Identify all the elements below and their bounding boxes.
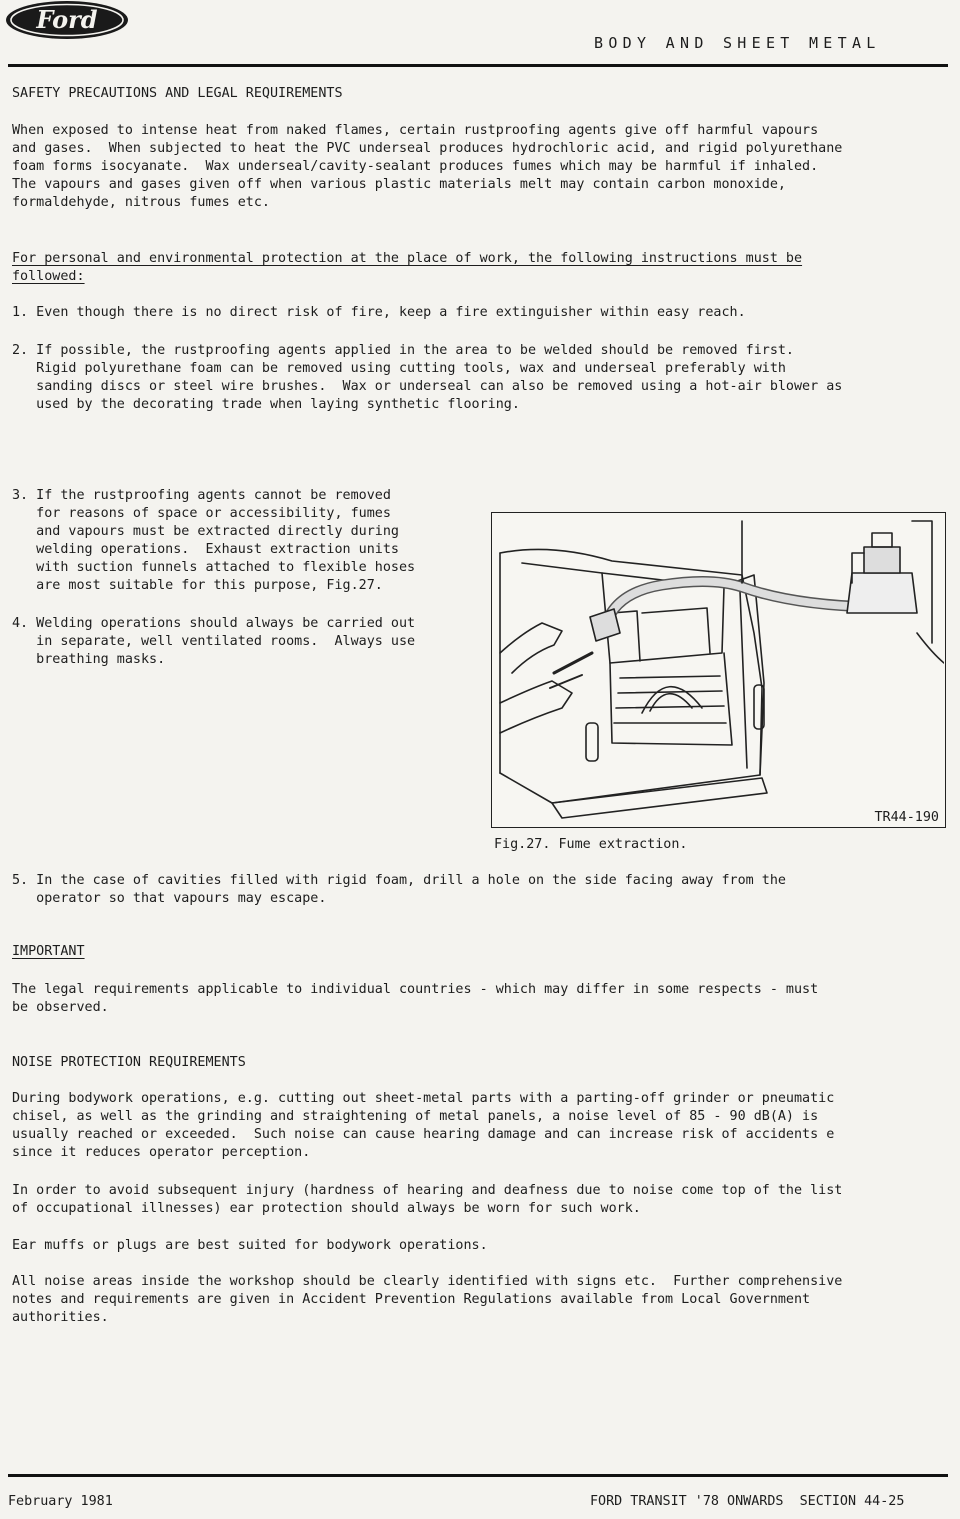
noise-paragraph-2: In order to avoid subsequent injury (hardness of hearing and deafness due to noise come top of the list of occupational illnesses) ear protection should always be worn for such work. [12,1183,843,1216]
ford-logo [4,0,130,42]
instruction-item-4: 4. Welding operations should always be carried out in separate, well ventilated rooms. Always use breathing masks. [12,616,416,667]
noise-paragraph-4: All noise areas inside the workshop should be clearly identified with signs etc. Further comprehensive notes and requirements are given in Accident Prevention Regulations available from Local Government authorities. [12,1274,843,1325]
instruction-item-1: 1. Even though there is no direct risk of fire, keep a fire extinguisher within easy reach. [12,305,746,320]
instruction-line-2: followed: [12,269,85,284]
instruction-item-3: 3. If the rustproofing agents cannot be removed for reasons of space or accessibility, fumes and vapours must be extracted directly during welding operations. Exhaust extraction units with suction funnels attached to flexible hoses are most suitable for this purpose, Fig.27. [12,488,416,593]
van-welding-illustration [492,513,944,826]
header-divider [8,64,948,67]
safety-heading: SAFETY PRECAUTIONS AND LEGAL REQUIREMENTS [12,86,343,101]
instruction-line-1: For personal and environmental protection at the place of work, the following instructions must be [12,251,803,266]
important-heading: IMPORTANT [12,944,85,959]
logo-text: Ford [36,5,98,34]
noise-heading: NOISE PROTECTION REQUIREMENTS [12,1055,246,1070]
instruction-item-5: 5. In the case of cavities filled with rigid foam, drill a hole on the side facing away from the operator so that vapours may escape. [12,873,786,906]
figure-code: TR44-190 [874,810,939,825]
important-text: The legal requirements applicable to individual countries - which may differ in some respects - must be observed. [12,982,819,1015]
footer-date: February 1981 [8,1494,113,1509]
safety-paragraph: When exposed to intense heat from naked flames, certain rustproofing agents give off harmful vapours and gases. When subjected to heat the PVC underseal produces hydrochloric acid, and rigid polyurethane foam forms isocyanate. Wax underseal/cavity-sealant produces fumes which may be harmful if inhaled. The vapours and gases given off when various plastic materials melt may contain carbon monoxide, formaldehyde, nitrous fumes etc. [12,123,843,210]
fume-extraction-figure [491,512,946,828]
footer-divider [8,1474,948,1477]
figure-caption: Fig.27. Fume extraction. [494,837,688,852]
section-title: BODY AND SHEET METAL [594,34,881,52]
footer-reference: FORD TRANSIT '78 ONWARDS SECTION 44-25 [590,1494,905,1509]
noise-paragraph-3: Ear muffs or plugs are best suited for bodywork operations. [12,1238,488,1253]
instruction-item-2: 2. If possible, the rustproofing agents applied in the area to be welded should be removed first. Rigid polyurethane foam can be removed using cutting tools, wax and underseal preferably with sanding discs or steel wire brushes. Wax or underseal can also be removed using a hot-air blower as used by the decorating trade when laying synthetic flooring. [12,343,843,412]
noise-paragraph-1: During bodywork operations, e.g. cutting out sheet-metal parts with a parting-off grinder or pneumatic chisel, as well as the grinding and straightening of metal panels, a noise level of 85 - 90 dB(A) is usually reached or exceeded. Such noise can cause hearing damage and can increase risk of accidents e since it reduces operator perception. [12,1091,835,1160]
